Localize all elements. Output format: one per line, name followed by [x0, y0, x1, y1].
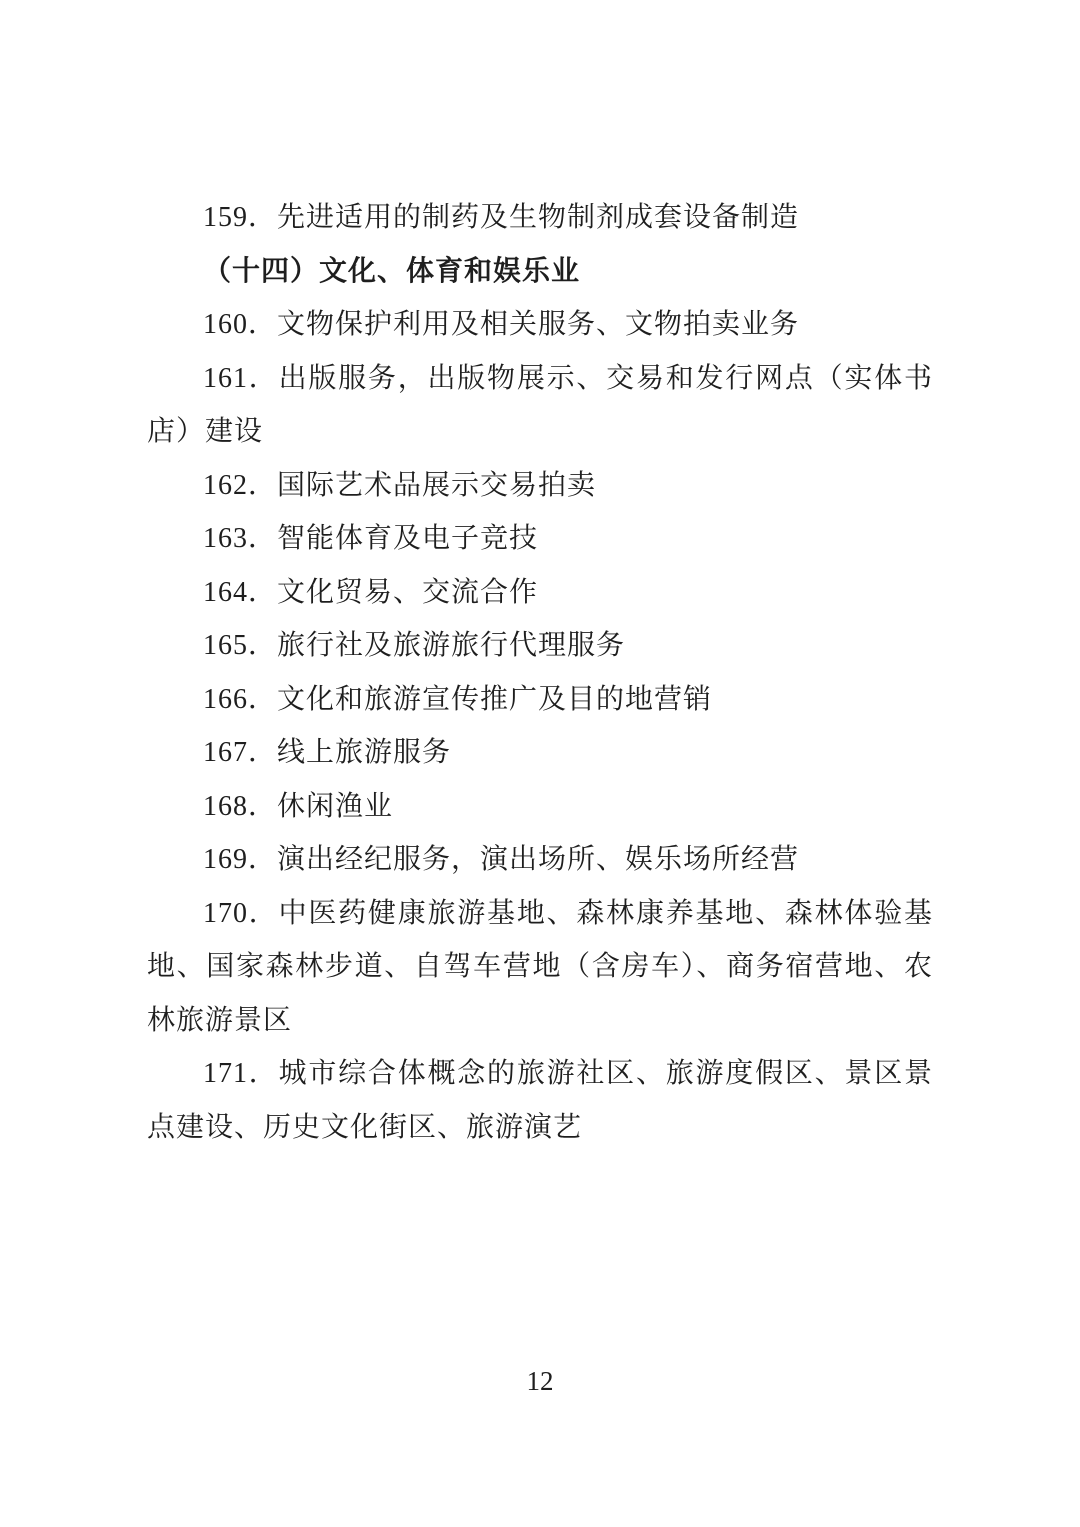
- list-item-164: 164．文化贸易、交流合作: [203, 576, 539, 608]
- list-item-159: 159．先进适用的制药及生物制剂成套设备制造: [203, 202, 800, 233]
- list-item-170: 170．中医药健康旅游基地、森林康养基地、森林体验基地、国家森林步道、自驾车营地（含房车）、商务宿营地、农林旅游景区: [147, 897, 933, 1036]
- list-item-160: 160．文物保护利用及相关服务、文物拍卖业务: [203, 309, 800, 340]
- list-item-166: 166．文化和旅游宣传推广及目的地营销: [203, 683, 713, 715]
- list-item-171: 171．城市综合体概念的旅游社区、旅游度假区、景区景点建设、历史文化街区、旅游演艺: [147, 1058, 933, 1143]
- section-heading-14: （十四）文化、体育和娱乐业: [203, 255, 581, 287]
- list-item-169: 169．演出经纪服务，演出场所、娱乐场所经营: [203, 844, 800, 875]
- list-item-168: 168．休闲渔业: [203, 790, 394, 822]
- document-body: [147, 191, 933, 1154]
- list-item-167: 167．线上旅游服务: [203, 737, 452, 768]
- list-item-165: 165．旅行社及旅游旅行代理服务: [203, 630, 626, 661]
- list-item-163: 163．智能体育及电子竞技: [203, 523, 539, 554]
- page-number: 12: [526, 1366, 554, 1396]
- list-item-161: 161．出版服务，出版物展示、交易和发行网点（实体书店）建设: [147, 362, 933, 447]
- list-item-162: 162．国际艺术品展示交易拍卖: [203, 469, 597, 501]
